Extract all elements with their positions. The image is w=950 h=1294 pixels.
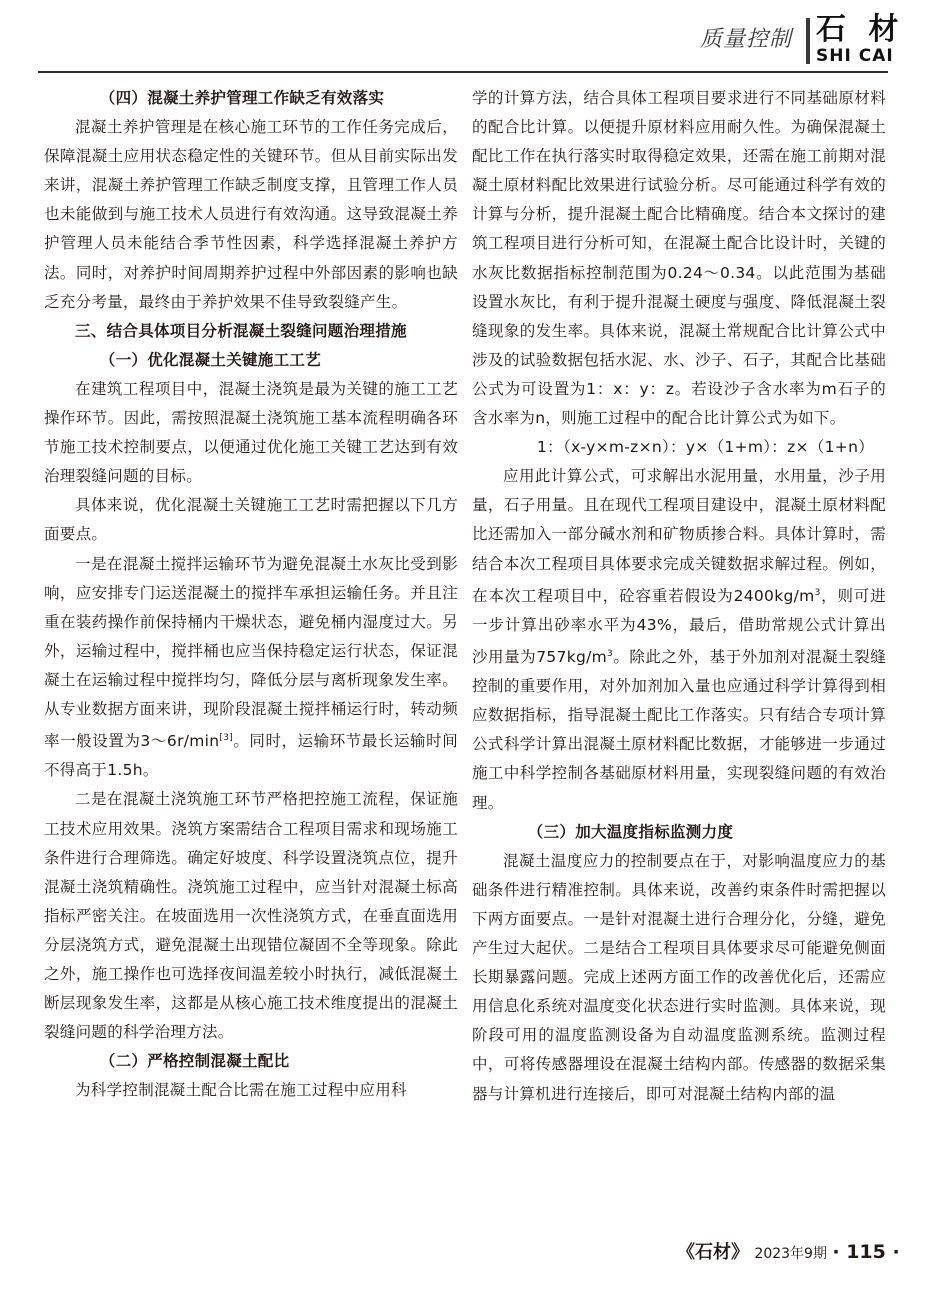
paragraph: 混凝土养护管理是在核心施工环节的工作任务完成后，保障混凝土应用状态稳定性的关键环节。但从目前实际出发来讲，混凝土养护管理工作缺乏制度支撑，且管理工作人员也未能做到与施工技术人员进行有效沟通。这导致混凝土养护管理人员未能结合季节性因素，科学选择混凝土养护方法。同时，对养护时间周期养护过程中外部因素的影响也缺乏充分考量，最终由于养护效果不佳导致裂缝产生。 bbox=[44, 118, 458, 311]
text-run: 一是在混凝土搅拌运输环节为避免混凝土水灰比受到影响，应安排专门运送混凝土的搅拌车承担运输任务。并且注重在装药操作前保持桶内干燥状态，避免桶内湿度过大。另外，运输过程中，搅拌桶也应当保持稳定运行状态，保证混凝土在运输过程中搅拌均匀，降低分层与离析现象发生率。从专业数据方面来讲，现阶段混凝土搅拌桶运行时，转动频率一般设置为3～6r/min bbox=[44, 554, 458, 751]
paragraph: 混凝土温度应力的控制要点在于，对影响温度应力的基础条件进行精准控制。具体来说，改善约束条件时需把握以下两方面要点。一是针对混凝土进行合理分化，分缝，避免产生过大起伏。二是结合工程项目具体要求尽可能避免侧面长期暴露问题。完成上述两方面工作的改善优化后，还需应用信息化系统对温度变化状态进行实时监测。具体来说，现阶段可用的温度监测设备为自动温度监测系统。监测过程中，可将传感器埋设在混凝土结构内部。传感器的数据采集器与计算机进行连接后，即可对混凝土结构内部的温 bbox=[472, 851, 886, 1103]
section-heading-3: 三、结合具体项目分析混凝土裂缝问题治理措施 bbox=[75, 321, 407, 340]
page-footer bbox=[677, 1238, 900, 1264]
left-column bbox=[44, 84, 458, 1105]
footer-journal: 《石材》 bbox=[677, 1242, 749, 1263]
superscript: 3 bbox=[607, 648, 614, 659]
subheading-3: （三）加大温度指标监测力度 bbox=[527, 822, 734, 841]
subheading-1: （一）优化混凝土关键施工工艺 bbox=[99, 350, 321, 369]
subheading-2: （二）严格控制混凝土配比 bbox=[99, 1052, 290, 1071]
footer-issue: 2023年9期 bbox=[754, 1246, 827, 1262]
text-run: ，则可进一步计算出砂率水平为43%，最后，借助常规公式计算出沙用量为757kg/m bbox=[472, 586, 886, 667]
section-title: 质量控制 bbox=[700, 27, 793, 52]
text-run: 应用此计算公式，可求解出水泥用量，水用量，沙子用量，石子用量。且在现代工程项目建设中，混凝土原材料配比还需加入一部分碱水剂和矿物质掺合料。具体计算时，需结合本次工程项目具体要求完成关键数据求解过程。例如，在本次工程项目中，砼容重若假设为2400kg/m bbox=[472, 467, 886, 605]
brand-english: SHI CAI bbox=[816, 46, 894, 66]
paragraph bbox=[44, 550, 458, 786]
paragraph bbox=[472, 462, 886, 817]
mix-ratio-formula: 1：（x-y×m-z×n）：y×（1+m）：z×（1+n） bbox=[537, 438, 875, 457]
paragraph: 在建筑工程项目中，混凝土浇筑是最为关键的施工工艺操作环节。因此，需按照混凝土浇筑施工基本流程明确各环节施工技术控制要点，以便通过优化施工关键工艺达到有效治理裂缝问题的目标。 bbox=[44, 379, 458, 486]
subheading-4: （四）混凝土养护管理工作缺乏有效落实 bbox=[99, 89, 385, 107]
header-rule bbox=[38, 71, 888, 73]
citation-ref: [3] bbox=[219, 733, 234, 744]
paragraph: 学的计算方法，结合具体工程项目要求进行不同基础原材料的配合比计算。以便提升原材料应用耐久性。为确保混凝土配比工作在执行落实时取得稳定效果，还需在施工前期对混凝土原材料配比效果进行试验分析。尽可能通过科学有效的计算与分析，提升混凝土配合比精确度。结合本文探讨的建筑工程项目进行分析可知，在混凝土配合比设计时，关键的水灰比数据指标控制范围为0.24～0.34。以此范围为基础设置水灰比，有利于提升混凝土硬度与强度、降低混凝土裂缝现象的发生率。具体来说，混凝土常规配合比计算公式中涉及的试验数据包括水泥、水、沙子、石子，其配合比基础公式为可设置为1：x：y：z。若设沙子含水率为m石子的含水率为n，则施工过程中的配合比计算公式为如下。 bbox=[472, 89, 886, 428]
header-divider bbox=[806, 18, 810, 64]
text-run: 。除此之外，基于外加剂对混凝土裂缝控制的重要作用，对外加剂加入量也应通过科学计算得到相应数据指标，指导混凝土配比工作落实。只有结合专项计算公式科学计算出混凝土原材料配比数据，才能够进一步通过施工中科学控制各基础原材料用量，实现裂缝问题的有效治理。 bbox=[472, 648, 886, 812]
paragraph: 为科学控制混凝土配合比需在施工过程中应用科 bbox=[75, 1081, 407, 1100]
right-column bbox=[472, 84, 886, 1109]
superscript: 3 bbox=[814, 587, 821, 598]
journal-brand bbox=[816, 14, 904, 66]
paragraph: 二是在混凝土浇筑施工环节严格把控施工流程，保证施工技术应用效果。浇筑方案需结合工程项目需求和现场施工条件进行合理筛选。确定好坡度、科学设置浇筑点位，提升混凝土浇筑精确性。浇筑施工过程中，应当针对混凝土标高指标严密关注。在坡面选用一次性浇筑方式，在垂直面选用分层浇筑方式，避免混凝土出现错位凝固不全等现象。除此之外，施工操作也可选择夜间温差较小时执行，减低混凝土断层现象发生率，这都是从核心施工技术维度提出的混凝土裂缝问题的科学治理方法。 bbox=[44, 790, 458, 1042]
text-run: 。同时，运输环节最长运输时间不得高于1.5h。 bbox=[44, 732, 458, 780]
paragraph: 具体来说，优化混凝土关键施工工艺时需把握以下几方面要点。 bbox=[44, 496, 458, 544]
page-number: · 115 · bbox=[832, 1241, 900, 1263]
brand-chinese: 石 材 bbox=[816, 12, 905, 47]
